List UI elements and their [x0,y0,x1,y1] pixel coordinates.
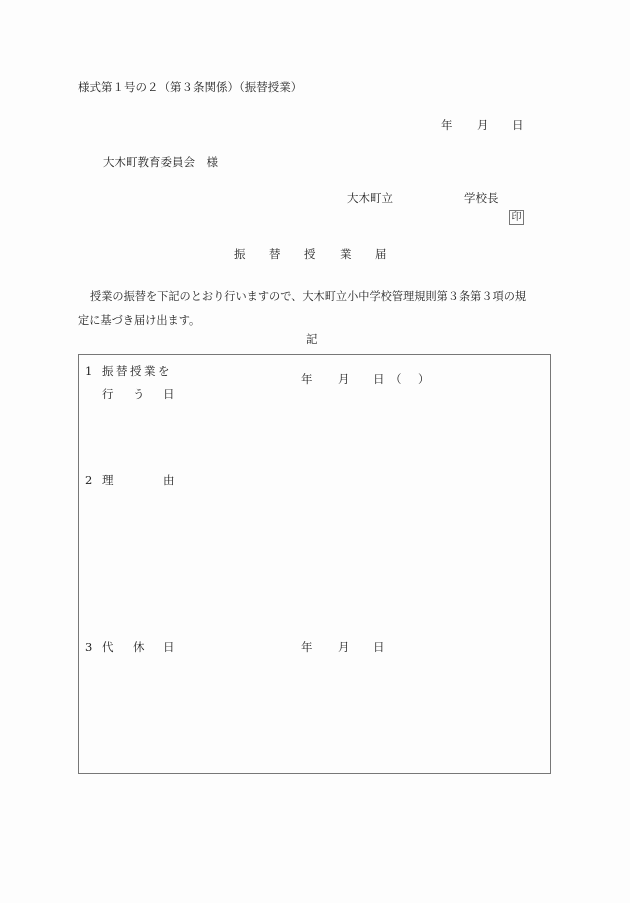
weekday-paren-close: ） [418,372,430,386]
value-month: 月 [338,640,350,654]
addressee: 大木町教育委員会 様 [103,155,218,169]
value-month: 月 [338,372,350,386]
details-box [78,354,551,774]
title-char: 授 [304,247,316,261]
value-year: 年 [301,372,313,386]
item-number: 1 [85,364,93,378]
date-day: 日 [512,118,524,132]
item-number: 3 [85,640,93,654]
item-label-char: 行 [102,387,114,401]
date-month: 月 [477,118,489,132]
item-label-char: 代 [102,640,114,654]
item-label-char: 由 [163,473,175,487]
value-day: 日 [373,640,385,654]
title-char: 届 [375,247,387,261]
title-char: 替 [269,247,281,261]
form-id: 様式第１号の２（第３条関係）（振替授業） [78,80,303,94]
seal-stamp-box: 印 [509,210,524,225]
item-label-char: 理 [102,473,114,487]
ki-heading: 記 [306,332,318,346]
title-char: 振 [234,247,246,261]
weekday-paren-open: （ [390,372,402,386]
item-label-char: 休 [133,640,145,654]
date-year: 年 [441,118,453,132]
item-label-char: 日 [163,640,175,654]
body-text-line1: 授業の振替を下記のとおり行いますので、大木町立小中学校管理規則第３条第３項の規 [90,290,527,303]
item-label: 振替授業を [102,364,172,378]
body-text-line2: 定に基づき届け出ます。 [78,314,201,327]
sender-title: 学校長 [464,191,499,205]
item-number: 2 [85,473,93,487]
value-year: 年 [301,640,313,654]
item-label-char: う [133,387,145,401]
sender-school-prefix: 大木町立 [347,191,393,205]
item-label-char: 日 [163,387,175,401]
title-char: 業 [340,247,352,261]
value-day: 日 [373,372,385,386]
